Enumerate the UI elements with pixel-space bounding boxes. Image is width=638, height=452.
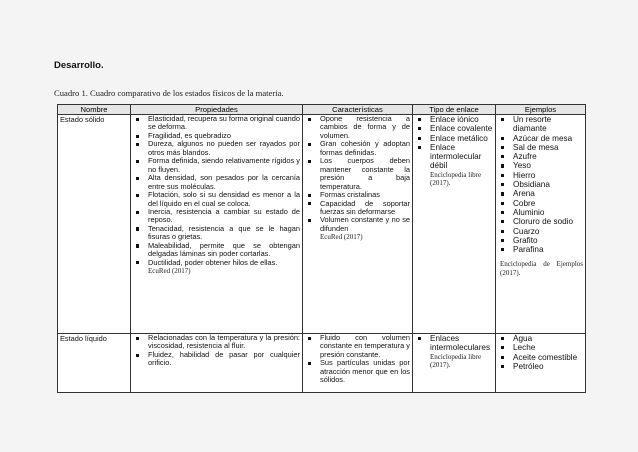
list-item: Hierro: [498, 171, 583, 180]
table-row-solido: [58, 115, 586, 334]
enlace-list: [415, 115, 493, 171]
list-item: Enlace metálico: [415, 134, 493, 143]
list-item: Agua: [498, 334, 583, 343]
list-item: Alta densidad, son pesados por la cercanía entre sus moléculas.: [133, 174, 300, 191]
list-item: Parafina: [498, 245, 583, 254]
list-item: Leche: [498, 343, 583, 352]
list-item: Los cuerpos deben mantener constante la presión a baja temperatura.: [305, 157, 410, 191]
list-item: Azúcar de mesa: [498, 134, 583, 143]
list-item: Flotación, solo si su densidad es menor a la del líquido en el cual se coloca.: [133, 191, 300, 208]
cell-nombre: [58, 115, 131, 334]
header-ejemplos: Ejemplos: [496, 105, 586, 115]
table-caption: Cuadro 1. Cuadro comparativo de los estados físicos de la materia.: [54, 88, 284, 98]
state-name: Estado líquido: [60, 334, 107, 343]
cell-ejemplos: [496, 334, 586, 393]
cell-nombre: [58, 334, 131, 393]
header-propiedades: Propiedades: [131, 105, 303, 115]
propiedades-list: [133, 334, 300, 368]
list-item: Arena: [498, 189, 583, 198]
cell-caracteristicas: [303, 334, 413, 393]
header-nombre: Nombre: [58, 105, 131, 115]
section-heading: Desarrollo.: [54, 60, 104, 71]
list-item: Enlaces intermoleculares: [415, 334, 493, 353]
cell-tipo-enlace: [413, 334, 496, 393]
list-item: Enlace intermolecular débil: [415, 143, 493, 171]
citation: EcuRed (2017): [148, 267, 191, 276]
list-item: Ductilidad, poder obtener hilos de ellas.: [133, 259, 300, 267]
list-item: Petróleo: [498, 362, 583, 371]
ejemplos-list: [498, 115, 583, 254]
list-item: Relacionadas con la temperatura y la presión: viscosidad, resistencia al fluir.: [133, 334, 300, 351]
cell-propiedades: [131, 115, 303, 334]
ejemplos-list: [498, 334, 583, 371]
citation: Enciclopedia de Ejemplos (2017).: [500, 260, 583, 277]
list-item: Fluido con volumen constante en temperatura y presión constante.: [305, 334, 410, 359]
caracteristicas-list: [305, 334, 410, 385]
enlace-list: [415, 334, 493, 353]
list-item: Grafito: [498, 236, 583, 245]
list-item: Sal de mesa: [498, 143, 583, 152]
list-item: Enlace iónico: [415, 115, 493, 124]
list-item: Opone resistencia a cambios de forma y de volumen.: [305, 115, 410, 140]
citation: EcuRed (2017): [320, 233, 363, 242]
list-item: Fragilidad, es quebradizo: [133, 132, 300, 140]
list-item: Formas cristalinas: [305, 191, 410, 199]
list-item: Inercia, resistencia a cambiar su estado de reposo.: [133, 208, 300, 225]
state-name: Estado sólido: [60, 115, 105, 124]
propiedades-list: [133, 115, 300, 267]
list-item: Fluidez, habilidad de pasar por cualquier orificio.: [133, 351, 300, 368]
list-item: Cuarzo: [498, 227, 583, 236]
header-tipo-enlace: Tipo de enlace: [413, 105, 496, 115]
comparison-table: [57, 104, 586, 393]
list-item: Volumen constante y no se difunden: [305, 216, 410, 233]
list-item: Aceite comestible: [498, 353, 583, 362]
list-item: Obsidiana: [498, 180, 583, 189]
list-item: Capacidad de soportar fuerzas sin deformarse: [305, 200, 410, 217]
caracteristicas-list: [305, 115, 410, 233]
list-item: Azufre: [498, 152, 583, 161]
list-item: Enlace covalente: [415, 124, 493, 133]
citation: Enciclopedia libre (2017).: [430, 170, 482, 187]
cell-caracteristicas: [303, 115, 413, 334]
citation: Enciclopedia libre (2017).: [430, 352, 482, 369]
list-item: Yeso: [498, 161, 583, 170]
table-header-row: [58, 105, 586, 115]
table-row-liquido: [58, 334, 586, 393]
list-item: Cobre: [498, 199, 583, 208]
cell-ejemplos: [496, 115, 586, 334]
cell-tipo-enlace: [413, 115, 496, 334]
header-caracteristicas: Características: [303, 105, 413, 115]
list-item: Aluminio: [498, 208, 583, 217]
list-item: Un resorte diamante: [498, 115, 583, 134]
list-item: Cloruro de sodio: [498, 217, 583, 226]
list-item: Maleabilidad, permite que se obtengan delgadas láminas sin poder cortarlas.: [133, 242, 300, 259]
list-item: Dureza, algunos no pueden ser rayados por otros más blandos.: [133, 140, 300, 157]
list-item: Sus partículas unidas por atracción menor que en los sólidos.: [305, 359, 410, 384]
list-item: Tenacidad, resistencia a que se le hagan fisuras o grietas.: [133, 225, 300, 242]
cell-propiedades: [131, 334, 303, 393]
list-item: Elasticidad, recupera su forma original cuando se deforma.: [133, 115, 300, 132]
list-item: Forma definida, siendo relativamente rígidos y no fluyen.: [133, 157, 300, 174]
list-item: Gran cohesión y adoptan formas definidas.: [305, 140, 410, 157]
